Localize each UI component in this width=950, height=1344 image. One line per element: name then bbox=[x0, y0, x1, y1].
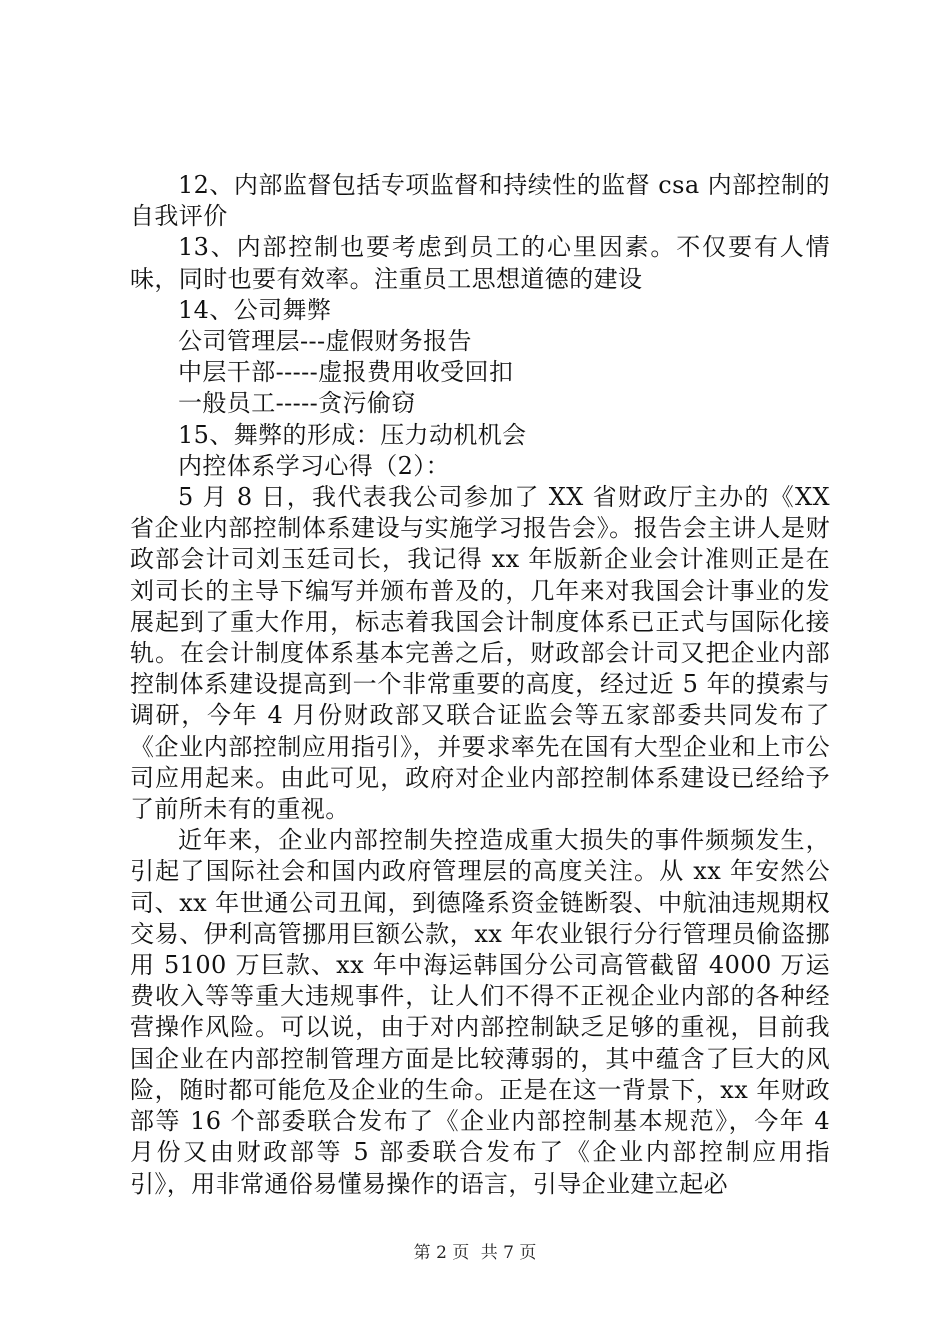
paragraph-recent-years: 近年来，企业内部控制失控造成重大损失的事件频频发生，引起了国际社会和国内政府管理层的高度关注。从 xx 年安然公司、xx 年世通公司丑闻，到德隆系资金链断裂、中航油违规期权交易、伊利高管挪用巨额公款，xx 年农业银行分行管理员偷盗挪用 5100 万巨款、xx 年中海运韩国分公司高管截留 4000 万运费收入等等重大违规事件，让人们不得不正视企业内部的各种经营操作风险。可以说，由于对内部控制缺乏足够的重视，目前我国企业在内部控制管理方面是比较薄弱的，其中蕴含了巨大的风险，随时都可能危及企业的生命。正是在这一背景下，xx 年财政部等 16 个部委联合发布了《企业内部控制基本规范》，今年 4 月份又由财政部等 5 部委联合发布了《企业内部控制应用指引》，用非常通俗易懂易操作的语言，引导企业建立起必 bbox=[130, 826, 830, 1198]
paragraph-may-8: 5 月 8 日，我代表我公司参加了 XX 省财政厅主办的《XX 省企业内部控制体系建设与实施学习报告会》。报告会主讲人是财政部会计司刘玉廷司长，我记得 xx 年版新企业会计准则正是在刘司长的主导下编写并颁布普及的，几年来对我国会计事业的发展起到了重大作用，标志着我国会计制度体系已正式与国际化接轨。在会计制度体系基本完善之后，财政部会计司又把企业内部控制体系建设提高到一个非常重要的高度，经过近 5 年的摸索与调研，今年 4 月份财政部又联合证监会等五家部委共同发布了《企业内部控制应用指引》，并要求率先在国有大型企业和上市公司应用起来。由此可见，政府对企业内部控制体系建设已经给予了前所未有的重视。 bbox=[130, 483, 830, 824]
document-body bbox=[130, 170, 830, 1200]
page-footer bbox=[0, 1238, 950, 1263]
fraud-middle-cadre: 中层干部-----虚报费用收受回扣 bbox=[178, 358, 514, 387]
item-12: 12、内部监督包括专项监督和持续性的监督 csa 内部控制的自我评价 bbox=[130, 171, 830, 231]
item-13: 13、内部控制也要考虑到员工的心里因素。不仅要有人情味，同时也要有效率。注重员工思想道德的建设 bbox=[130, 233, 830, 293]
page-total: 共 7 页 bbox=[480, 1243, 537, 1263]
section-heading: 内控体系学习心得（2）： bbox=[178, 451, 451, 480]
page-number: 第 2 页 bbox=[413, 1243, 470, 1263]
fraud-management: 公司管理层---虚假财务报告 bbox=[178, 327, 472, 356]
item-14: 14、公司舞弊 bbox=[178, 295, 332, 324]
fraud-general-staff: 一般员工-----贪污偷窃 bbox=[178, 389, 416, 418]
item-15: 15、舞弊的形成：压力动机机会 bbox=[178, 420, 527, 449]
